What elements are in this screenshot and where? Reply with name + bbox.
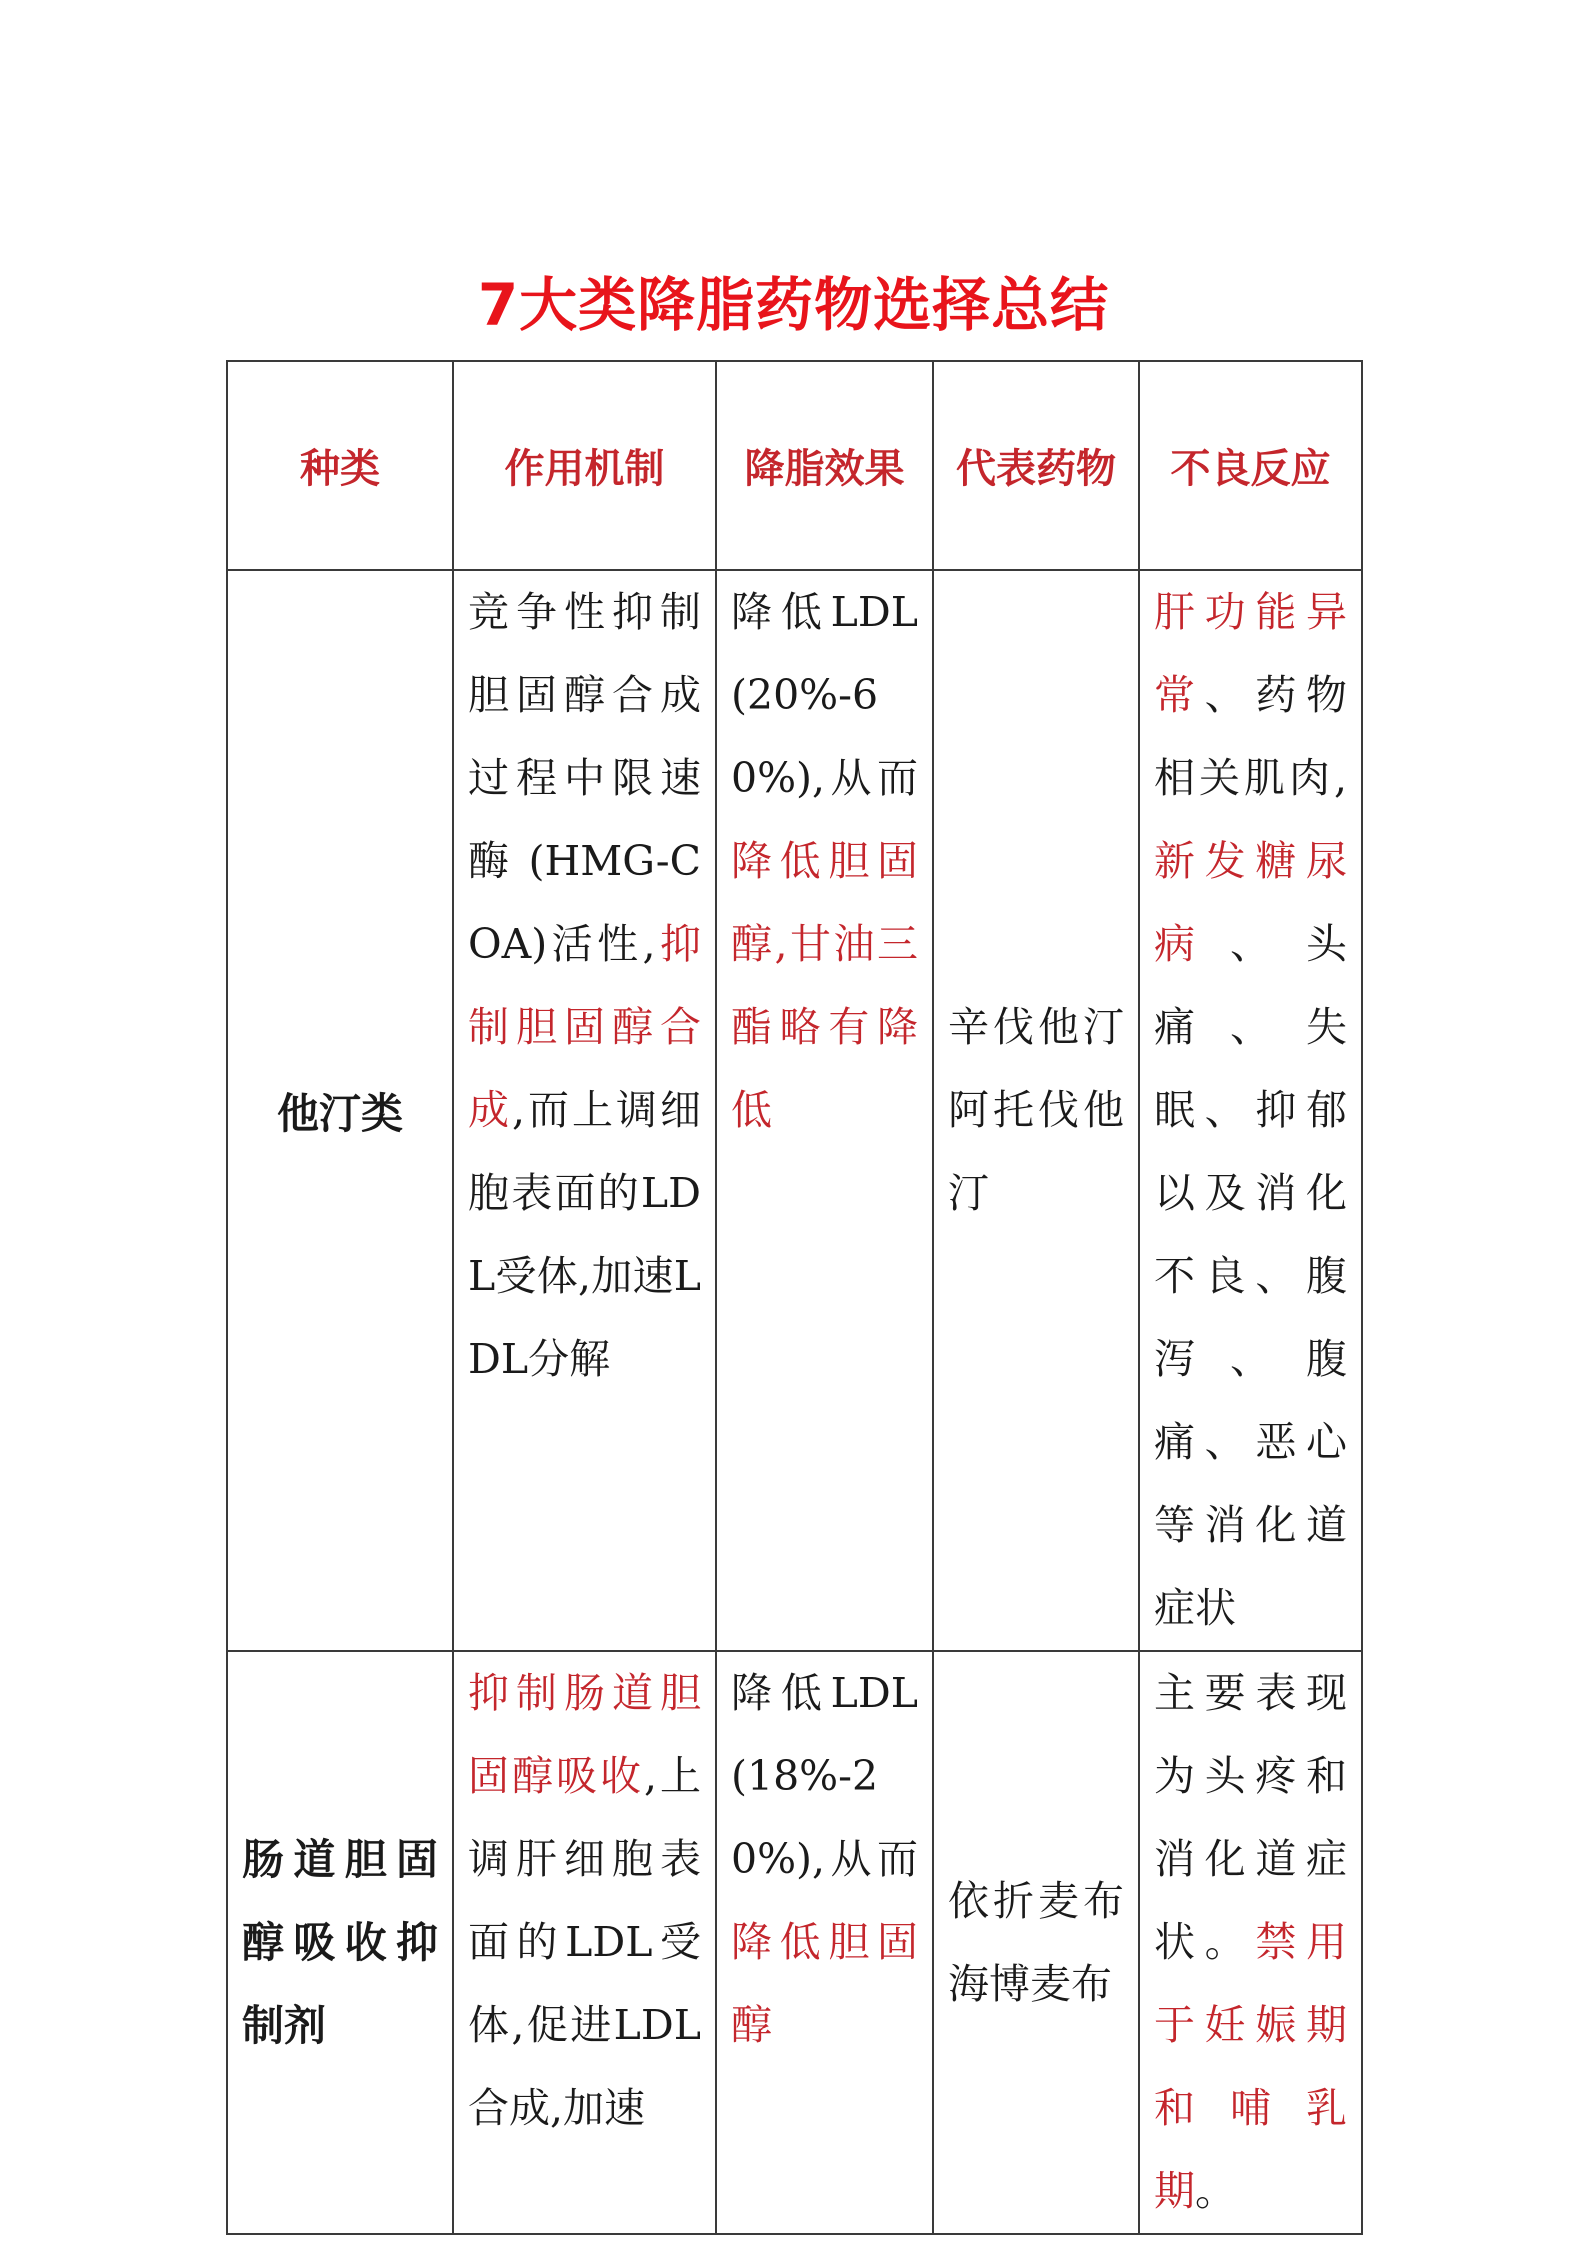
effect-highlight: 降低胆固醇,甘油三酯略有降低 bbox=[731, 837, 918, 1134]
drug-name: 阿托伐他汀 bbox=[948, 1086, 1124, 1217]
effect-text bbox=[717, 1652, 932, 2067]
mechanism-segment: 竞争性抑制胆固醇合成过程中限速酶(HMG-COA)活性, bbox=[468, 588, 701, 968]
effect-cell bbox=[716, 1651, 933, 2234]
header-mechanism: 作用机制 bbox=[453, 361, 716, 570]
mechanism-text bbox=[454, 571, 715, 1401]
effect-segment: 降低LDL(20%-60%),从而 bbox=[731, 588, 918, 802]
adverse-highlight: 新发糖尿病 bbox=[1154, 837, 1347, 968]
header-category: 种类 bbox=[227, 361, 453, 570]
drugs-cell bbox=[933, 570, 1139, 1651]
adverse-segment: 。 bbox=[1195, 2167, 1236, 2215]
adverse-segment: 主要表现为头疼和消化道症状。 bbox=[1154, 1669, 1347, 1966]
adverse-text bbox=[1140, 1652, 1361, 2233]
adverse-text bbox=[1140, 571, 1361, 1650]
table-row bbox=[227, 1651, 1362, 2234]
drug-summary-table bbox=[226, 360, 1363, 2235]
effect-segment: 降低LDL(18%-20%),从而 bbox=[731, 1669, 918, 1883]
mechanism-highlight: 抑制肠道胆固醇吸收 bbox=[468, 1669, 701, 1800]
header-drugs: 代表药物 bbox=[933, 361, 1139, 570]
mechanism-text bbox=[454, 1652, 715, 2150]
drug-name: 辛伐他汀 bbox=[948, 1003, 1124, 1051]
adverse-segment: 、头痛、失眠、抑郁以及消化不良、腹泻、腹痛、恶心等消化道症状 bbox=[1154, 920, 1347, 1632]
header-adverse: 不良反应 bbox=[1139, 361, 1362, 570]
adverse-cell bbox=[1139, 1651, 1362, 2234]
category-name: 肠道胆固醇吸收抑制剂 bbox=[242, 1835, 438, 2050]
adverse-highlight: 肝功能异常 bbox=[1154, 588, 1347, 719]
mechanism-segment: ,上调肝细胞表面的LDL受体,促进LDL合成,加速 bbox=[468, 1752, 701, 2132]
mechanism-cell bbox=[453, 570, 716, 1651]
category-name: 他汀类 bbox=[276, 1088, 403, 1138]
mechanism-highlight: 抑制胆固醇合成 bbox=[468, 920, 701, 1134]
effect-highlight: 降低胆固醇 bbox=[731, 1918, 918, 2049]
category-cell bbox=[227, 1651, 453, 2234]
drugs-text bbox=[934, 986, 1138, 1235]
table-header-row bbox=[227, 361, 1362, 570]
header-effect: 降脂效果 bbox=[716, 361, 933, 570]
category-cell bbox=[227, 570, 453, 1651]
drug-name: 依折麦布 bbox=[948, 1876, 1124, 1925]
drugs-text bbox=[934, 1860, 1138, 2026]
mechanism-cell bbox=[453, 1651, 716, 2234]
page-title: 7大类降脂药物选择总结 bbox=[477, 271, 1110, 339]
drugs-cell bbox=[933, 1651, 1139, 2234]
adverse-segment: 、药物相关肌肉, bbox=[1154, 671, 1348, 802]
table-row bbox=[227, 570, 1362, 1651]
adverse-cell bbox=[1139, 570, 1362, 1651]
effect-text bbox=[717, 571, 932, 1152]
mechanism-segment: ,而上调细胞表面的LDL受体,加速LDL分解 bbox=[468, 1086, 701, 1383]
effect-cell bbox=[716, 570, 933, 1651]
drug-name: 海博麦布 bbox=[948, 1959, 1112, 2008]
adverse-highlight: 禁用于妊娠期和哺乳期 bbox=[1154, 1918, 1348, 2215]
